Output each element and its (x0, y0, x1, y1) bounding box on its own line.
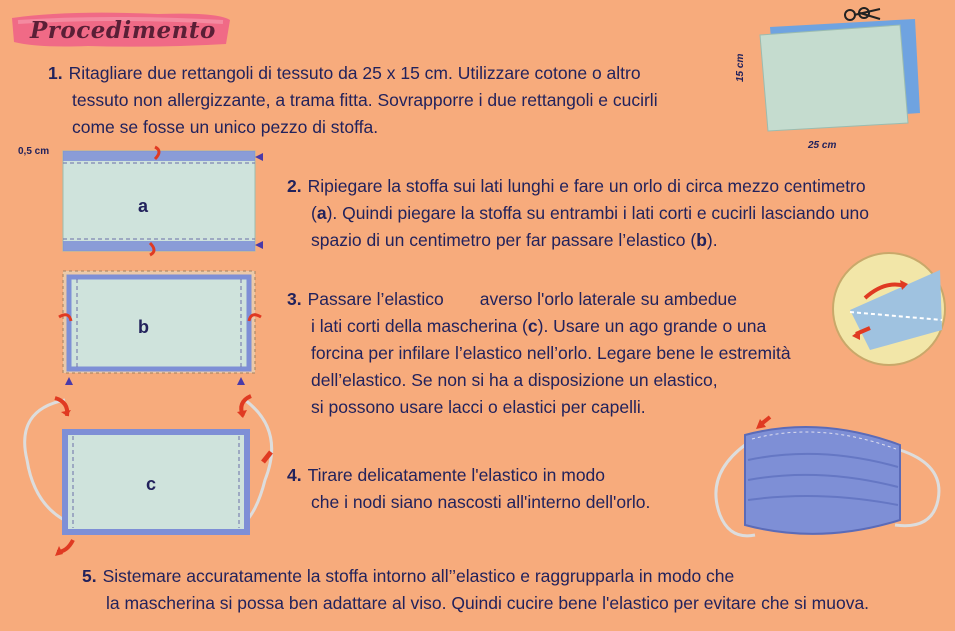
step-5-line-2: la mascherina si possa ben adattare al viso. Quindi cucire bene l'elastico per evitare che si muova. (106, 593, 870, 613)
step-3-line-4: dell’elastico. Se non si ha a disposizione un elastico, (311, 370, 718, 390)
step-number: 3. (287, 289, 302, 309)
step-2-line-1: Ripiegare la stoffa sui lati lunghi e fare un orlo di circa mezzo centimetro (307, 176, 866, 196)
step-1-line-3: come se fosse un unico pezzo di stoffa. (72, 117, 379, 137)
scissors-icon (845, 8, 880, 20)
height-label: 15 cm (735, 53, 746, 82)
step-number: 2. (287, 176, 302, 196)
text-fragment: ( (311, 203, 317, 223)
step-number: 4. (287, 465, 302, 485)
step-3 (287, 286, 791, 421)
panel-ref-a: a (316, 203, 327, 223)
step-4-line-2: che i nodi siano nascosti all'interno dell'orlo. (311, 492, 651, 512)
step-1-line-2: tessuto non allergizzante, a trama fitta. Sovrapporre i due rettangoli e cucirli (72, 90, 658, 110)
panel-a-illustration (55, 145, 270, 260)
panel-a-label: a (138, 196, 149, 216)
step-1 (48, 60, 658, 141)
step-3-line-5: si possono usare lacci o elastici per capelli. (311, 397, 646, 417)
step-1-line-1: Ritagliare due rettangoli di tessuto da 25 x 15 cm. Utilizzare cotone o altro (68, 63, 641, 83)
step-number: 5. (82, 566, 97, 586)
text-fragment: ). Quindi piegare la stoffa su entrambi i lati corti e cucirli lasciando uno (326, 203, 870, 223)
step-number: 1. (48, 63, 63, 83)
panel-c-label: c (146, 474, 157, 494)
step-3-line-1a: Passare l’elastico (307, 289, 444, 309)
text-fragment: ). Usare un ago grande o una (537, 316, 767, 336)
step-3-line-3: forcina per infilare l’elastico nell’orlo. Legare bene le estremità (311, 343, 791, 363)
text-fragment: i lati corti della mascherina ( (311, 316, 528, 336)
page-title: Procedimento (30, 17, 216, 44)
text-fragment: ). (706, 230, 718, 250)
fabric-rectangles-illustration (740, 5, 955, 155)
panel-b-illustration (55, 265, 270, 390)
title-banner (8, 8, 233, 50)
seam-label: 0,5 cm (18, 146, 50, 157)
panel-ref-c: c (527, 316, 538, 336)
text-fragment: spazio di un centimetro per far passare l’elastico ( (311, 230, 697, 250)
panel-ref-b: b (696, 230, 707, 250)
step-5-line-1: Sistemare accuratamente la stoffa intorno all’’elastico e raggrupparla in modo che (102, 566, 735, 586)
step-5 (82, 563, 869, 617)
step-2 (287, 173, 869, 254)
hem-detail-illustration (830, 250, 948, 368)
panel-b-label: b (138, 317, 149, 337)
step-3-line-1b: averso l'orlo laterale su ambedue (479, 289, 738, 309)
finished-mask-illustration (700, 405, 948, 555)
width-label: 25 cm (808, 140, 837, 151)
step-4 (287, 462, 650, 516)
step-4-line-1: Tirare delicatamente l'elastico in modo (307, 465, 606, 485)
